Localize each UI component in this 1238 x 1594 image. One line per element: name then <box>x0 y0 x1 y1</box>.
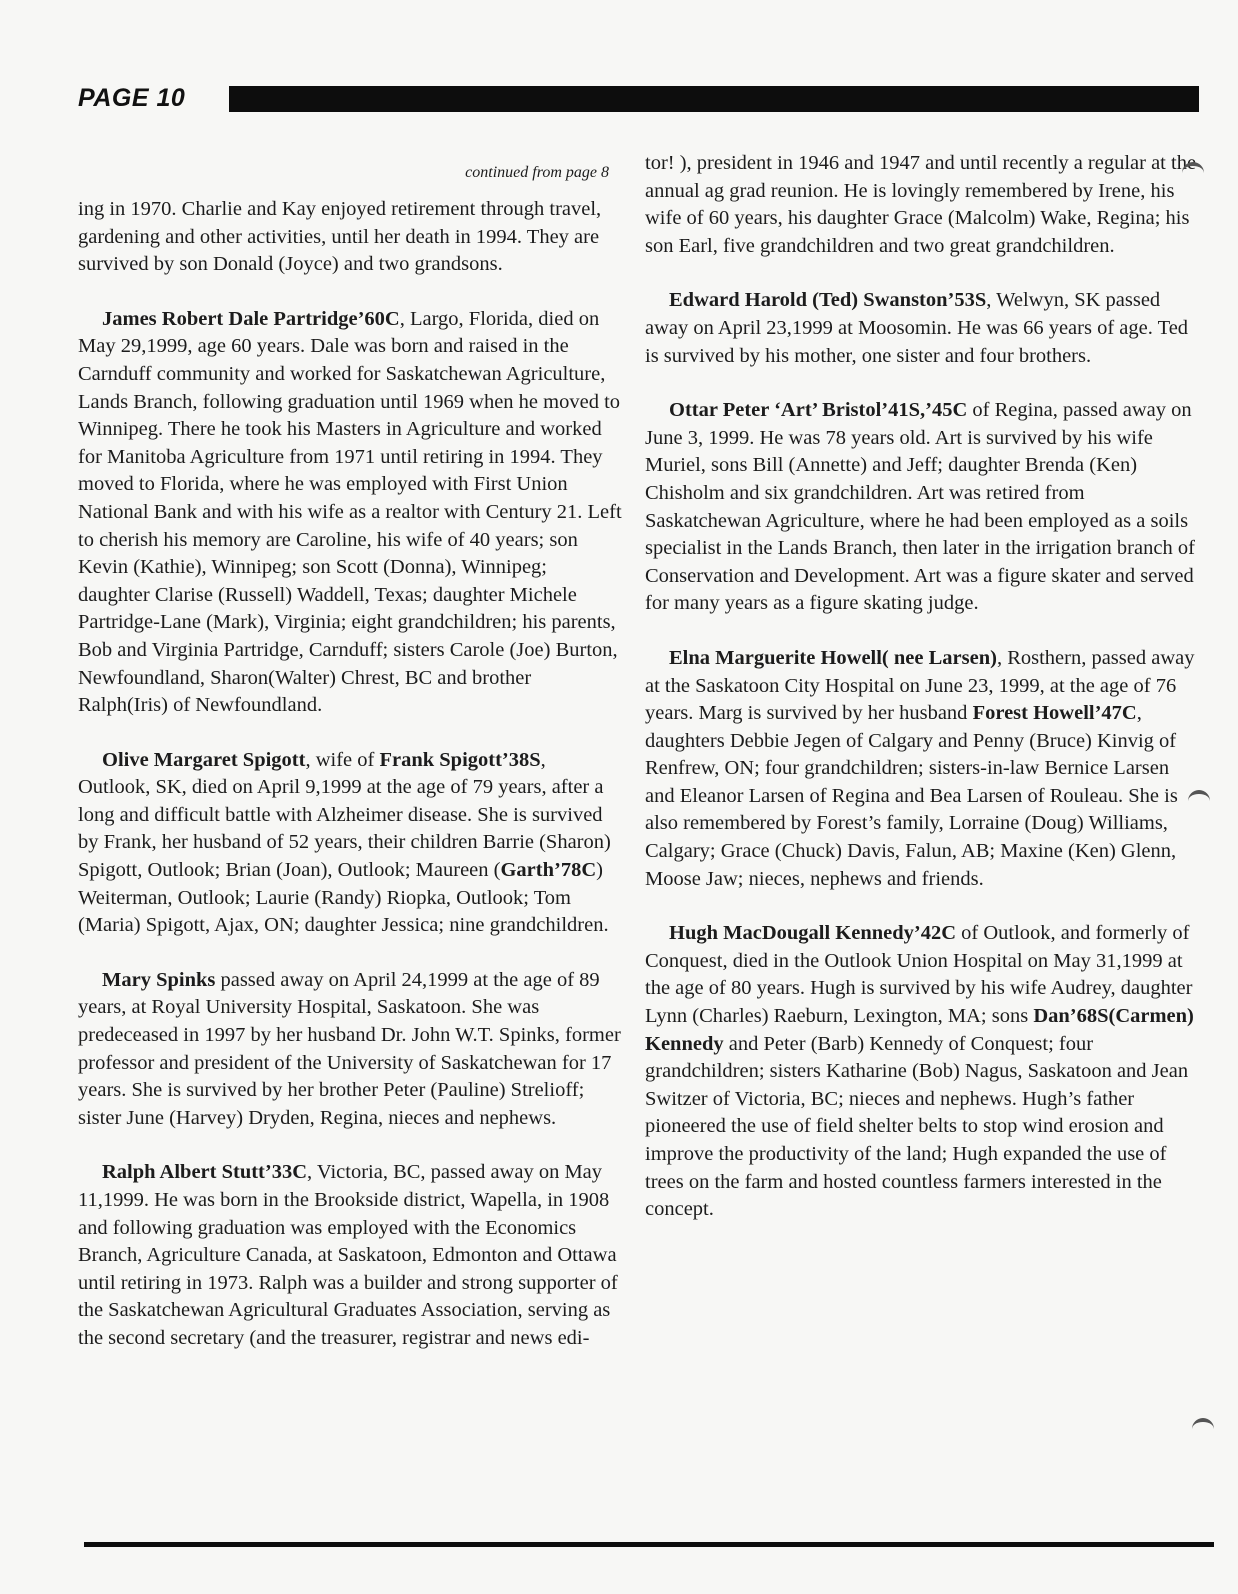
header-bar <box>229 86 1199 112</box>
obituary-text: ) Weiterman, Outlook; Laurie (Randy) Riopka, Outlook; Tom (Maria) Spigott, Ajax, ON; daughter Jessica; nine grandchildren. <box>78 859 609 937</box>
obituary-text: passed away on April 24,1999 at the age of 89 years, at Royal University Hospital, Saskatoon. She was predeceased in 1997 by her husband Dr. John W.T. Spinks, former professor and president of the University of Saskatchewan for 17 years. She is survived by her brother Peter (Pauline) Strelioff; sister June (Harvey) Dryden, Regina, nieces and nephews. <box>78 968 621 1129</box>
obituary-stutt <box>78 1159 623 1352</box>
obituary-text: , Largo, Florida, died on May 29,1999, age 60 years. Dale was born and raised in the Carnduff community and worked for Saskatchewan Agriculture, Lands Branch, following graduation until 1969 when he moved to Winnipeg. There he took his Masters in Agriculture and worked for Manitoba Agriculture from 1971 until retiring in 1994. They moved to Florida, where he was employed with First Union National Bank and with his wife as a realtor with Century 21. Left to cherish his memory are Caroline, his wife of 40 years; son Kevin (Kathie), Winnipeg; son Scott (Donna), Winnipeg; daughter Clarise (Russell) Waddell, Texas; daughter Michele Partridge-Lane (Mark), Virginia; eight grandchildren; his parents, Bob and Virginia Partridge, Carnduff; sisters Carole (Joe) Burton, Newfoundland, Sharon(Walter) Chrest, BC and brother Ralph(Iris) of Newfoundland. <box>78 307 622 717</box>
obituary-text: , Welwyn, SK passed away on April 23,1999 at Moosomin. He was 66 years of age. Ted is survived by his mother, one sister and four brothers. <box>645 289 1189 367</box>
obituary-text: and Peter (Barb) Kennedy of Conquest; four grandchildren; sisters Katharine (Bob) Nagus, Saskatoon and Jean Switzer of Victoria, BC; nieces and nephews. Hugh’s father pioneered the use of field shelter belts to stop wind erosion and improve the productivity of the land; Hugh expanded the use of trees on the farm and hosted countless farmers interested in the concept. <box>645 1032 1189 1221</box>
relative-name: Dan’68S(Carmen) Kennedy <box>645 1005 1194 1055</box>
obituary-stutt-continued <box>645 150 1198 260</box>
obituary-name: James Robert Dale Partridge’60C <box>102 307 400 330</box>
obituary-text: , wife of <box>305 748 380 771</box>
obituary-partridge <box>78 306 623 720</box>
obituary-name: Hugh MacDougall Kennedy’42C <box>669 922 957 945</box>
binding-hole-mark <box>1188 790 1210 808</box>
obituary-text: , Rosthern, passed away at the Saskatoon City Hospital on June 23, 1999, at the age of 76 years. Marg is survived by her husband <box>645 646 1195 725</box>
obituary-name: Elna Marguerite Howell( nee Larsen) <box>669 646 997 669</box>
relative-name: Forest Howell’47C <box>972 702 1137 725</box>
obituary-text: of Outlook, and formerly of Conquest, died in the Outlook Union Hospital on May 31,1999 at the age of 80 years. Hugh is survived by his wife Audrey, daughter Lynn (Charles) Raeburn, Lexington, MA; sons <box>645 922 1193 1028</box>
obituary-howell <box>645 645 1198 893</box>
obituary-text: tor! ), president in 1946 and 1947 and until recently a regular at the annual ag grad reunion. He is lovingly remembered by Irene, his wife of 60 years, his daughter Grace (Malcolm) Wake, Regina; his son Earl, five grandchildren and two great grandchildren. <box>645 152 1197 257</box>
page-label: PAGE 10 <box>78 84 186 112</box>
obituary-text: , Outlook, SK, died on April 9,1999 at the age of 79 years, after a long and difficult battle with Alzheimer disease. She is survived by Frank, her husband of 52 years, their children Barrie (Sharon) Spigott, Outlook; Brian (Joan), Outlook; Maureen ( <box>78 748 611 882</box>
footer-rule <box>84 1542 1214 1547</box>
intro-text: ing in 1970. Charlie and Kay enjoyed retirement through travel, gardening and other activities, until her death in 1994. They are survived by son Donald (Joyce) and two grandsons. <box>78 198 602 276</box>
obituary-name: Ralph Albert Stutt’33C <box>102 1161 308 1184</box>
obituary-spigott <box>78 747 623 940</box>
binding-hole-mark <box>1192 1418 1214 1436</box>
obituary-text: , Victoria, BC, passed away on May 11,1999. He was born in the Brookside district, Wapella, in 1908 and following graduation was employed with the Economics Branch, Agriculture Canada, at Saskatoon, Edmonton and Ottawa until retiring in 1973. Ralph was a builder and strong supporter of the Saskatchewan Agricultural Graduates Association, serving as the second secretary (and the treasurer, registrar and news edi- <box>78 1161 618 1349</box>
relative-name: Frank Spigott’38S <box>379 748 541 771</box>
obituary-spinks <box>78 967 623 1133</box>
continued-note: continued from page 8 <box>465 164 609 181</box>
left-column <box>78 150 623 1380</box>
obituary-name: Ottar Peter ‘Art’ Bristol’41S,’45C <box>669 399 968 422</box>
obituary-kennedy <box>645 920 1198 1224</box>
obituary-text: of Regina, passed away on June 3, 1999. He was 78 years old. Art is survived by his wife Muriel, sons Bill (Annette) and Jeff; daughter Brenda (Ken) Chisholm and six grandchildren. Art was retired from Saskatchewan Agriculture, where he had been employed as a soils specialist in the Lands Branch, then later in the irrigation branch of Conservation and Development. Art was a figure skater and served for many years as a figure skating judge. <box>645 399 1195 615</box>
binding-hole-mark <box>1182 162 1204 180</box>
obituary-name: Mary Spinks <box>102 968 216 991</box>
obituary-text: , daughters Debbie Jegen of Calgary and Penny (Bruce) Kinvig of Renfrew, ON; four grandchildren; sisters-in-law Bernice Larsen and Eleanor Larsen of Regina and Bea Larsen of Rouleau. She is also remembered by Forest’s family, Lorraine (Doug) Williams, Calgary; Grace (Chuck) Davis, Falun, AB; Maxine (Ken) Glenn, Moose Jaw; nieces, nephews and friends. <box>645 702 1178 890</box>
obituary-name: Olive Margaret Spigott <box>102 748 306 771</box>
right-column <box>645 150 1198 1251</box>
intro-paragraph <box>78 196 623 279</box>
obituary-name: Edward Harold (Ted) Swanston’53S <box>669 289 987 312</box>
relative-name: Garth’78C <box>500 859 597 882</box>
obituary-swanston <box>645 287 1198 370</box>
obituary-bristol <box>645 397 1198 618</box>
